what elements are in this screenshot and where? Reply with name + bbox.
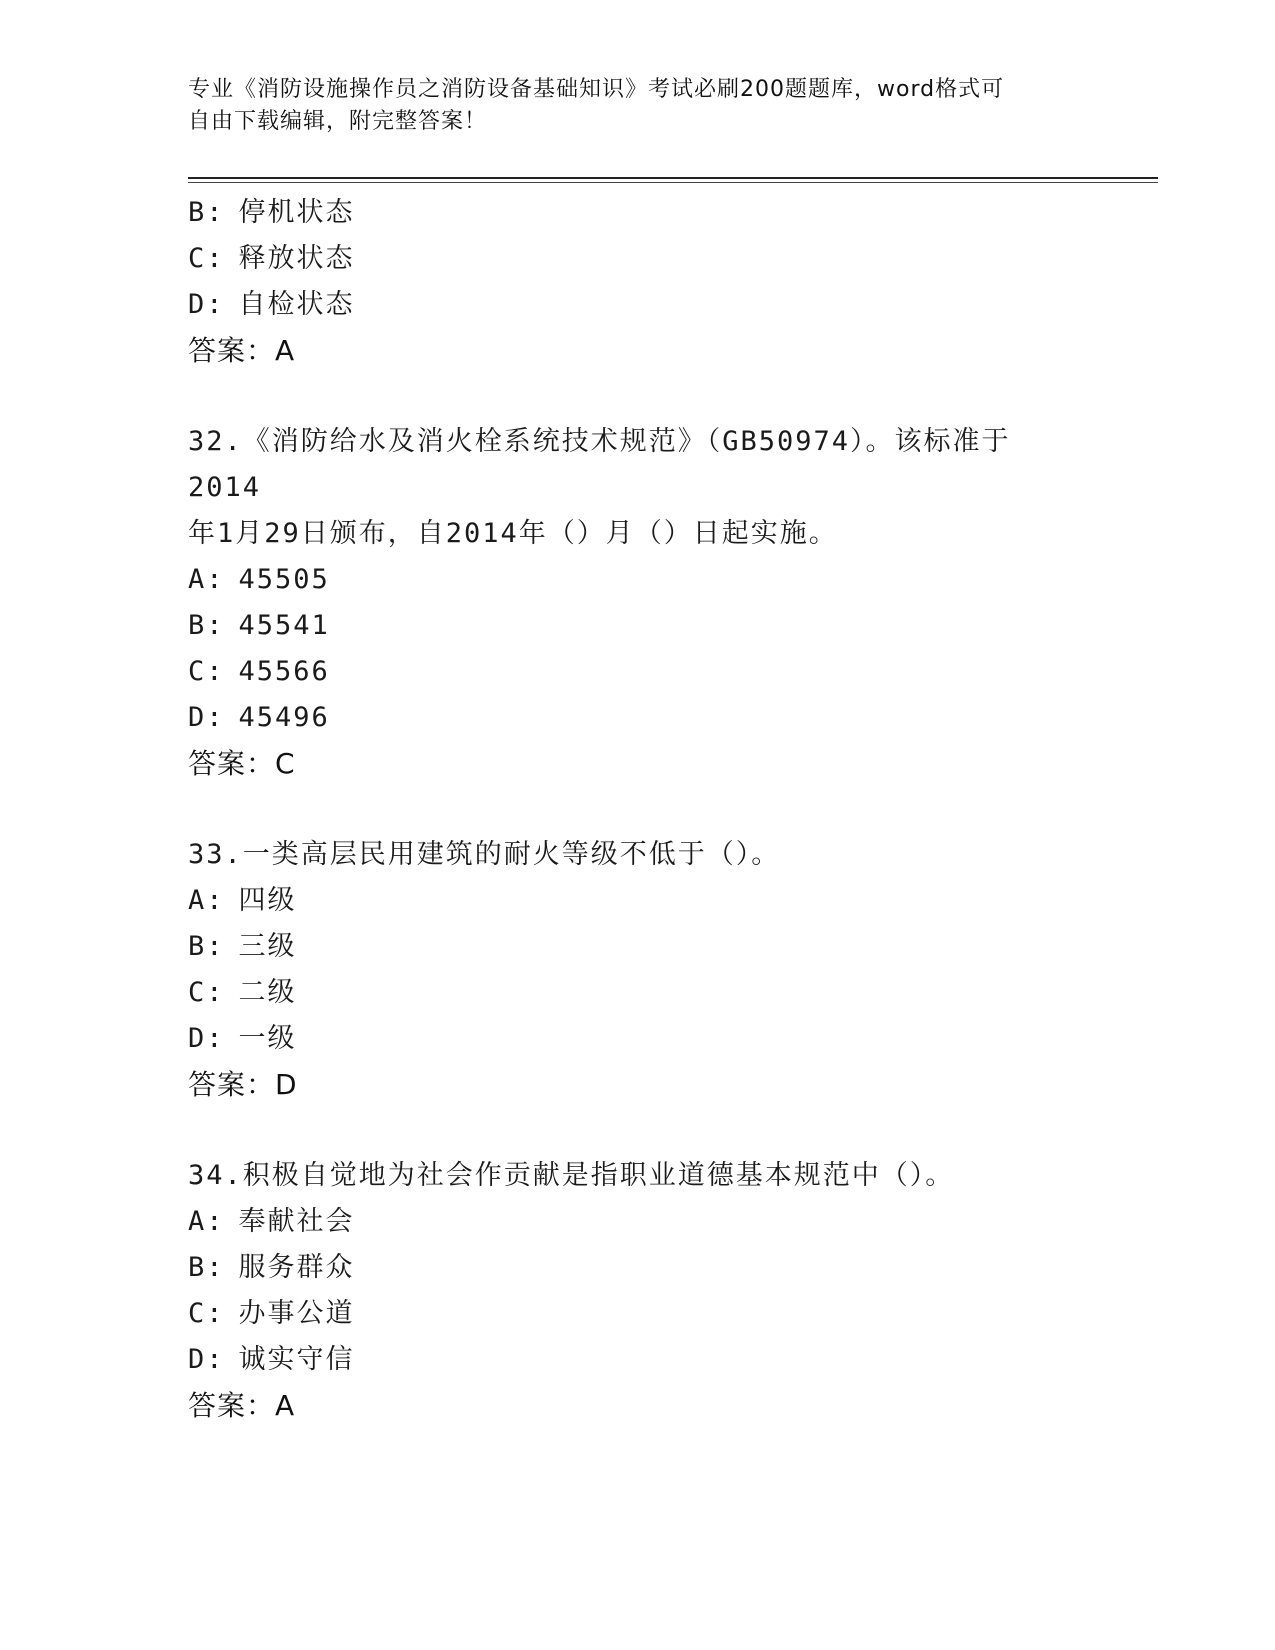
- question-32: [188, 419, 1088, 787]
- option-text: 45505: [238, 564, 330, 595]
- option-text: 四级: [238, 885, 297, 916]
- option-text: 诚实守信: [238, 1344, 355, 1375]
- option: [188, 1245, 1088, 1291]
- header-line-2: 自由下载编辑，附完整答案！: [188, 109, 488, 134]
- option-label: A:: [188, 885, 225, 916]
- question-33: [188, 832, 1088, 1108]
- document-header: [188, 74, 1068, 138]
- option-label: B:: [188, 931, 225, 962]
- question-list: [188, 190, 1088, 1429]
- option-text: 停机状态: [238, 197, 355, 228]
- option: [188, 1337, 1088, 1383]
- question-34: [188, 1153, 1088, 1429]
- answer: 答案：A: [188, 334, 296, 367]
- option-label: D:: [188, 289, 225, 320]
- option-text: 办事公道: [238, 1298, 355, 1329]
- option: [188, 1291, 1088, 1337]
- option-label: D:: [188, 1023, 225, 1054]
- header-divider-thick: [188, 177, 1158, 179]
- header-line-1: 专业《消防设施操作员之消防设备基础知识》考试必刷200题题库，word格式可: [188, 77, 1005, 102]
- question-stem-line: 32.《消防给水及消火栓系统技术规范》（GB50974）。该标准于2014: [188, 426, 1011, 503]
- option-label: B:: [188, 1252, 225, 1283]
- option-text: 三级: [238, 931, 297, 962]
- option-text: 45566: [238, 656, 330, 687]
- option-label: A:: [188, 564, 225, 595]
- option-label: D:: [188, 1344, 225, 1375]
- option: [188, 1199, 1088, 1245]
- answer: 答案：A: [188, 1389, 296, 1422]
- option: [188, 970, 1088, 1016]
- option-text: 释放状态: [238, 243, 355, 274]
- option: [188, 603, 1088, 649]
- answer: 答案：D: [188, 1068, 298, 1101]
- option-text: 自检状态: [238, 289, 355, 320]
- option: [188, 924, 1088, 970]
- prev-question-tail: [188, 190, 1088, 374]
- option-text: 二级: [238, 977, 297, 1008]
- option-text: 服务群众: [238, 1252, 355, 1283]
- option: [188, 649, 1088, 695]
- question-stem-line: 年1月29日颁布，自2014年（）月（）日起实施。: [188, 518, 838, 549]
- option-label: C:: [188, 1298, 225, 1329]
- question-stem-line: 33.一类高层民用建筑的耐火等级不低于（）。: [188, 839, 781, 870]
- option: [188, 282, 1088, 328]
- answer: 答案：C: [188, 747, 296, 780]
- option: [188, 236, 1088, 282]
- option-label: D:: [188, 702, 225, 733]
- option: [188, 878, 1088, 924]
- header-divider-thin: [188, 182, 1158, 183]
- option-label: B:: [188, 610, 225, 641]
- option-label: A:: [188, 1206, 225, 1237]
- option-label: C:: [188, 656, 225, 687]
- option-label: C:: [188, 977, 225, 1008]
- option-text: 45496: [238, 702, 330, 733]
- option: [188, 190, 1088, 236]
- option-label: C:: [188, 243, 225, 274]
- option-text: 一级: [238, 1023, 297, 1054]
- option-text: 45541: [238, 610, 330, 641]
- option: [188, 695, 1088, 741]
- option-label: B:: [188, 197, 225, 228]
- question-stem-line: 34.积极自觉地为社会作贡献是指职业道德基本规范中（）。: [188, 1160, 955, 1191]
- option-text: 奉献社会: [238, 1206, 355, 1237]
- option: [188, 1016, 1088, 1062]
- option: [188, 557, 1088, 603]
